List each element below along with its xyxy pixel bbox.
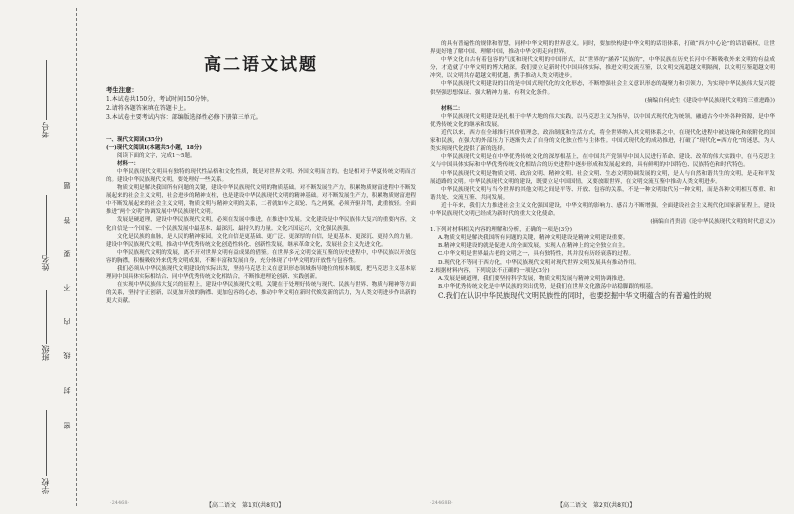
passage-paragraph: 中华民族现代文明是在中华优秀传统文化的深厚根基上，在中国共产党领导中国人民进行革命、建设、改革的伟大实践中，在马克思主义与中国具体实际和中华优秀传统文化相结合的历史进程中逐步形成和发展起来的，具有鲜明的中国特色、民族特色和时代特色。	[430, 154, 775, 169]
option: B.精神文明建设的就是促进人的全面发展，实现人在精神上的完全独立自主。	[438, 243, 629, 250]
option: C.我们在认识中华民族现代文明民族性的同时，也要挖掘中华文明蕴含的有普遍性的规	[438, 290, 712, 300]
kaohao-label: 考号	[41, 122, 50, 138]
warn-char-5: 线	[63, 350, 71, 359]
notice-heading: 考生注意：	[106, 86, 138, 94]
banji-label: 班级	[41, 345, 50, 361]
left-column	[106, 136, 416, 498]
section-heading: 一、现代文阅读(35分)	[106, 137, 163, 143]
warn-char-1: 答	[63, 215, 71, 224]
kaohao-line	[46, 60, 47, 120]
notice-box	[106, 86, 416, 122]
option: A.物质文明是解决我国所有问题的关键，精神文明建设是精神文明建设重要。	[438, 235, 629, 242]
page-code-right: ·24468B·	[430, 500, 453, 506]
xuexiao-label: 学校	[41, 478, 50, 494]
passage-paragraph: 文化是民族的血脉，是人民的精神家园。文化自信是更基础、更广泛、更深厚的自信，是更基本、更深沉、更持久的力量。建设中华民族现代文明，推动中华优秀传统文化创造性转化、创新性发展，继承革命文化，发展社会主义先进文化。	[106, 233, 416, 248]
warn-char-2: 要	[63, 248, 71, 257]
passage-paragraph: 中华民族现代文明建设的目的是中国式现代化的文化形态，不断增强社会主义意识形态的凝聚力和引领力，为实现中华民族伟大复兴提供坚强思想保证、强大精神力量、有利文化条件。	[430, 81, 775, 96]
notice-item: 3.本试卷主要考试内容：部编版选择性必修下册第三单元。	[106, 114, 262, 121]
warn-char-3: 不	[63, 282, 71, 291]
passage-paragraph: 发展是硬道理，建设中华民族现代文明，必须在发展中推进，在推进中发展。文化建设是中华民族伟大复兴的重要内容，文化自信是一个国家、一个民族发展中最基本、最深沉、最持久的力量。文化兴国运兴，文化强民族强。	[106, 217, 416, 232]
banji-line	[46, 290, 47, 344]
warn-char-6: 封	[63, 385, 71, 394]
option: A.发展是硬道理，我们要坚持科学发展，物质文明发展与精神文明协调推进。	[438, 275, 629, 282]
passage-paragraph: 近代以来，西方在全球推行其价值理念，政治制度和生活方式，将全世界纳入其文明体系之中，在现代化进程中被边缘化和依附化的国家和民族，在强大的外部压力下逐渐失去了自身的文化独立性与主体性。中国式现代化的成功推进，打破了“现代化=西方化”的迷思，为人类实现现代化提供了新的选择。	[430, 130, 775, 153]
cut-line	[76, 8, 77, 506]
page-code-left: ·24468·	[110, 500, 130, 506]
xingming-line	[46, 195, 47, 255]
passage-paragraph: 在实现中华民族伟大复兴的征程上，建设中华民族现代文明，关键在于处理好传统与现代、民族与世界、物质与精神等方面的关系，坚持守正创新，以更加开放的胸襟、更加包容的心态，推动中华文明在新时代焕发新的活力，为人类文明进步作出新的更大贡献。	[106, 281, 416, 304]
passage-paragraph: 我们必须从中华民族现代文明建设的实际出发，坚持马克思主义在意识形态领域指导地位的根本制度，把马克思主义基本原理同中国具体实际相结合、同中华优秀传统文化相结合，不断推进理论创新、实践创新。	[106, 265, 416, 280]
question-2: 2.根据材料内容，下列说法不正确的一项是(3分)	[430, 267, 550, 274]
page-footer-left: 【高二语文 第1页(共8页)】	[206, 502, 285, 509]
binding-strip	[0, 0, 84, 514]
passage-paragraph: 中华民族现代文明与当今世界的其他文明之间是平等、开放、包容的关系，不是一种文明取代另一种文明，而是各种文明相互尊重、和谐共处、交流互鉴、共同发展。	[430, 186, 775, 201]
passage-paragraph: 中华文化自古有着包容的气度和现代文明的中国形式，以“世界的”涵养“民族的”，中华民族在历史长河中不断吸收外来文明的有益成分，才造就了中华文明的博大精深。我们要立足新时代中国具体实际，推进文明交流互鉴，以文明交流超越文明隔阂，以文明互鉴超越文明冲突，以文明共存超越文明优越，携手推动人类文明进步。	[430, 57, 775, 80]
notice-item: 2.请将各题答案填在答题卡上。	[106, 105, 190, 112]
notice-item: 1.本试卷共150分，考试时间150分钟。	[106, 96, 213, 103]
source-citation: (摘编自肖贵清《论中华民族现代文明的时代意义》)	[650, 219, 775, 226]
passage-paragraph: 中华民族现代文明的发展，离不开对世界文明有益成果的借鉴。在世界多元文明交流互鉴的历史进程中，中华民族以开放包容的胸襟，积极吸收外来优秀文明成果，不断丰富和发展自身，充分体现了中华文明的开放性与包容性。	[106, 249, 416, 264]
passage-paragraph: 物质文明是解决我国所有问题的关键，建设中华民族现代文明的物质基础。对不断发展生产力，积累物质财富进程中不断发展起来的社会主义文明，社会进步的精神支柱，也是建设中华民族现代文明的精神基础。对不断发展生产力，积累物质财富进程中不断发展起来的社会主义文明，物质文明与精神文明的关系，二者就如车之双轮、鸟之两翼，必须齐驱并驾，此重彼轻。全面推进“两个文明”协调发展中华民族现代文明。	[106, 185, 416, 216]
right-column	[430, 40, 775, 498]
warn-char-0: 题	[63, 180, 71, 189]
instruction: 阅读下面的文字，完成1～5题。	[117, 153, 196, 160]
passage-paragraph: 中华民族现代文明具有独特的现代性品格和文化性质，既是对世界文明、外国文明而言的，也是相对于华夏传统文明而言的。建设中华民族现代文明，要处理好一些关系。	[106, 169, 416, 184]
source-citation: (摘编自何虎生《建设中华民族现代文明的三重进路》)	[644, 97, 775, 104]
option: D.现代化不等同于西方化，中华民族现代文明对现代世界文明发展具有推动作用。	[438, 259, 640, 266]
warn-char-4: 内	[63, 316, 71, 325]
page-footer-right: 【高二语文 第2页(共8页)】	[557, 502, 636, 509]
xuexiao-line	[46, 410, 47, 476]
xingming-label: 姓名	[41, 255, 50, 271]
material-label: 材料二：	[441, 105, 464, 112]
passage-paragraph: 中华民族现代文明是物质文明、政治文明、精神文明、社会文明、生态文明协调发展的文明，是人与自然和谐共生的文明，是走和平发展道路的文明。中华民族现代文明的建设，既要立足中国国情，又要放眼世界，在文明交流互鉴中推动人类文明进步。	[430, 170, 775, 185]
subsection-heading: (一)现代文阅读Ⅰ(本题共5小题，18分)	[106, 145, 202, 152]
option: B.中华优秀传统文化是中华民族的突出优势，是我们在世界文化激荡中站稳脚跟的根基。	[438, 283, 657, 290]
material-label: 材料一：	[117, 161, 140, 168]
exam-title: 高二语文试题	[204, 55, 318, 75]
question-1: 1.下列对材料相关内容的理解和分析，正确的一项是(3分)	[430, 227, 572, 234]
passage-paragraph: 的具有普遍性的规律和智慧，同样中华文明的世界意义。同时，要加快构建中华文明的话语体系，打破“西方中心论”的话语霸权，让世界更好地了解中国、理解中国，推动中华文明走向世界。	[430, 41, 775, 56]
passage-paragraph: 近十年来，我们大力推进社会主义文化强国建设，中华文明的影响力、感召力不断增强，全面建设社会主义现代化国家新征程上，建设中华民族现代文明已经成为新时代的重大文化使命。	[430, 202, 775, 217]
option: C.中华文明是世界最古老的文明之一，具有独特性，其并没有历经衰落的过程。	[438, 251, 635, 258]
passage-paragraph: 中华民族现代文明建设是扎根于中华大地的伟大实践，以马克思主义为指导，以中国式现代化为统领，融通古今中外各种资源，是中华优秀传统文化的继承和发展。	[430, 113, 775, 128]
warn-char-7: 密	[63, 420, 71, 429]
